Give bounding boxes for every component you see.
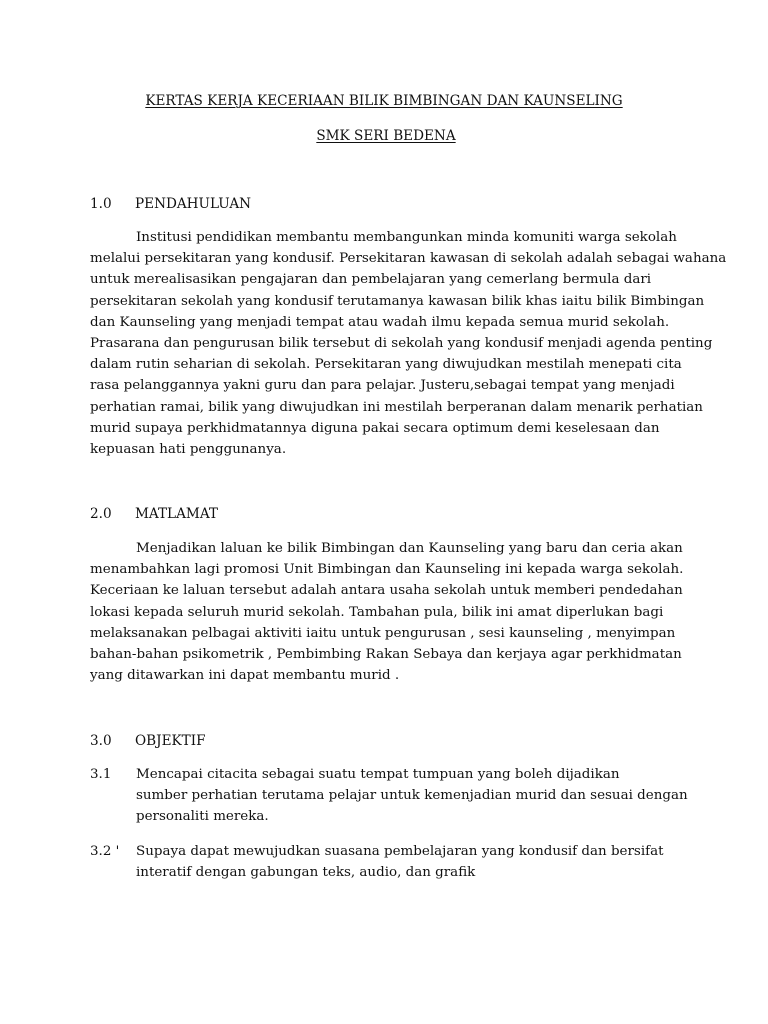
paragraph-line: untuk merealisasikan pengajaran dan pembelajaran yang cemerlang bermula dari [90, 272, 652, 288]
paragraph-line: menambahkan lagi promosi Unit Bimbingan dan Kaunseling ini kepada warga sekolah. [90, 562, 684, 578]
paragraph-line: Keceriaan ke laluan tersebut adalah antara usaha sekolah untuk memberi pendedahan [90, 583, 683, 599]
item-line: Mencapai citacita sebagai suatu tempat tumpuan yang boleh dijadikan [136, 767, 620, 782]
item-line: personaliti mereka. [136, 809, 269, 825]
paragraph-line: Prasarana dan pengurusan bilik tersebut di sekolah yang kondusif menjadi agenda penting [90, 336, 713, 352]
item-number: 3.1 [90, 767, 112, 782]
paragraph-pendahuluan [90, 227, 727, 460]
item-body [136, 841, 716, 883]
paragraph-matlamat [90, 538, 700, 686]
paragraph-line: melaksanakan pelbagai aktiviti iaitu untuk pengurusan , sesi kaunseling , menyimpan [90, 625, 676, 641]
paragraph-line: rasa pelanggannya yakni guru dan para pelajar. Justeru,sebagai tempat yang menjadi [90, 378, 675, 394]
paragraph-line: bahan-bahan psikometrik , Pembimbing Rakan Sebaya dan kerjaya agar perkhidmatan [90, 647, 682, 663]
paragraph-line: melalui persekitaran yang kondusif. Persekitaran kawasan di sekolah adalah sebagai wahana [90, 251, 727, 267]
section-heading-matlamat [90, 506, 218, 522]
section-number: 1.0 [90, 196, 112, 212]
section-number: 3.0 [90, 733, 112, 749]
section-title: OBJEKTIF [135, 733, 206, 749]
paragraph-line: murid supaya perkhidmatannya diguna pakai secara optimum demi keselesaan dan [90, 420, 660, 436]
section-heading-pendahuluan [90, 196, 251, 212]
school-name: SMK SERI BEDENA [316, 128, 456, 144]
paragraph-line: Menjadikan laluan ke bilik Bimbingan dan Kaunseling yang baru dan ceria akan [136, 541, 683, 556]
item-number: 3.2 ' [90, 844, 120, 859]
paragraph-line: lokasi kepada seluruh murid sekolah. Tambahan pula, bilik ini amat diperlukan bagi [90, 604, 664, 620]
item-line: sumber perhatian terutama pelajar untuk kemenjadian murid dan sesuai dengan [136, 788, 688, 804]
paragraph-line: kepuasan hati penggunanya. [90, 442, 287, 458]
paragraph-line: dalam rutin seharian di sekolah. Persekitaran yang diwujudkan mestilah menepati cita [90, 357, 682, 373]
paragraph-line: perhatian ramai, bilik yang diwujudkan ini mestilah berperanan dalam menarik perhatian [90, 399, 703, 415]
item-body [136, 764, 716, 828]
section-title: MATLAMAT [135, 506, 218, 522]
section-number: 2.0 [90, 506, 112, 522]
section-heading-objektif [90, 733, 206, 749]
item-line: Supaya dapat mewujudkan suasana pembelajaran yang kondusif dan bersifat [136, 844, 664, 859]
document-title: KERTAS KERJA KECERIAAN BILIK BIMBINGAN DAN KAUNSELING [145, 93, 623, 109]
section-title: PENDAHULUAN [135, 196, 252, 212]
paragraph-line: persekitaran sekolah yang kondusif terutamanya kawasan bilik khas iaitu bilik Bimbingan [90, 293, 705, 309]
paragraph-line: dan Kaunseling yang menjadi tempat atau wadah ilmu kepada semua murid sekolah. [90, 314, 670, 330]
paragraph-line: yang ditawarkan ini dapat membantu murid . [90, 668, 400, 684]
item-line: interatif dengan gabungan teks, audio, dan grafik [136, 865, 476, 881]
paragraph-line: Institusi pendidikan membantu membangunkan minda komuniti warga sekolah [136, 230, 677, 245]
